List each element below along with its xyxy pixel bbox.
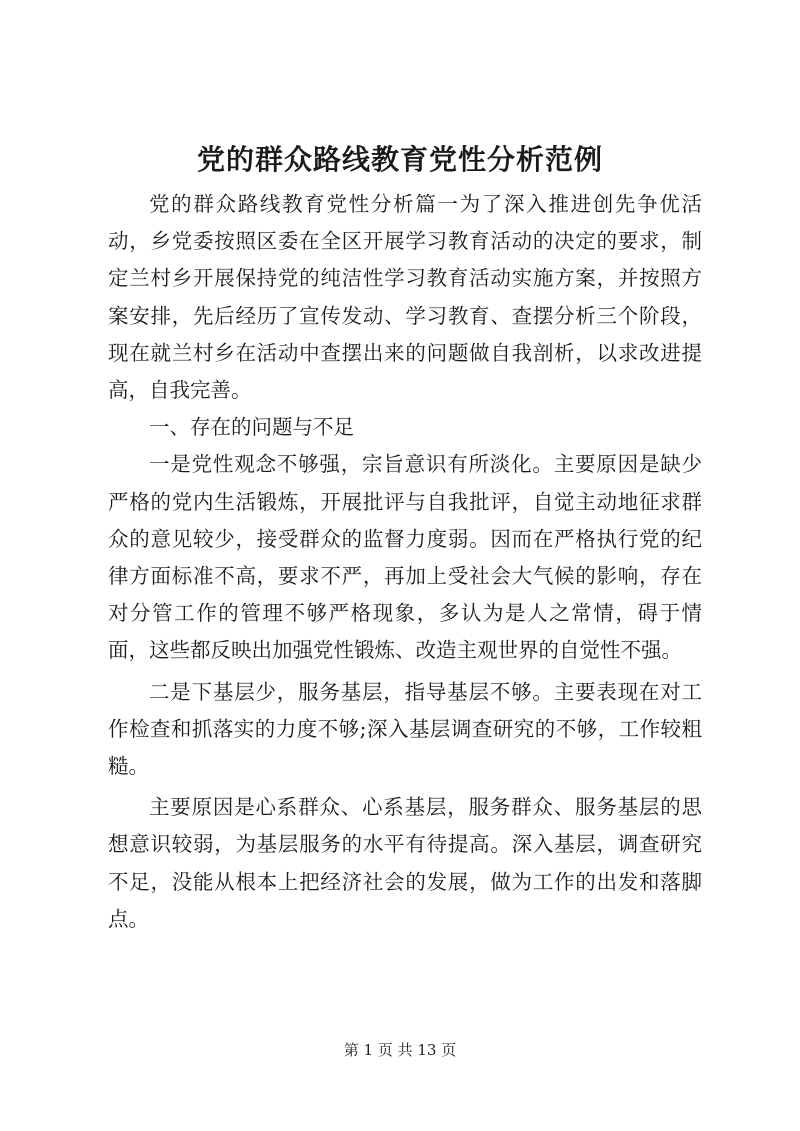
section-heading: 一、存在的问题与不足: [149, 415, 354, 440]
document-title: 党的群众路线教育党性分析范例: [196, 143, 603, 176]
page-number: 第 1 页 共 13 页: [343, 1041, 457, 1059]
paragraph-cause: 主要原因是心系群众、心系基层，服务群众、服务基层的思想意识较弱，为基层服务的水平有待提高。深入基层，调查研究不足，没能从根本上把经济社会的发展，做为工作的出发和落脚点。: [108, 795, 702, 931]
document-body: [108, 186, 702, 938]
paragraph-issue-one: 一是党性观念不够强，宗旨意识有所淡化。主要原因是缺少严格的党内生活锻炼，开展批评与自我批评，自觉主动地征求群众的意见较少，接受群众的监督力度弱。因而在严格执行党的纪律方面标准不高，要求不严，再加上受社会大气候的影响，存在对分管工作的管理不够严格现象，多认为是人之常情，碍于情面，这些都反映出加强党性锻炼、改造主观世界的自觉性不强。: [108, 452, 702, 663]
paragraph-issue-two: 二是下基层少，服务基层，指导基层不够。主要表现在对工作检查和抓落实的力度不够;深入基层调查研究的不够，工作较粗糙。: [108, 679, 702, 779]
paragraph-intro: 党的群众路线教育党性分析篇一为了深入推进创先争优活动，乡党委按照区委在全区开展学习教育活动的决定的要求，制定兰村乡开展保持党的纯洁性学习教育活动实施方案，并按照方案安排，先后经历了宣传发动、学习教育、查摆分析三个阶段，现在就兰村乡在活动中查摆出来的问题做自我剖析，以求改进提高，自我完善。: [108, 192, 702, 403]
